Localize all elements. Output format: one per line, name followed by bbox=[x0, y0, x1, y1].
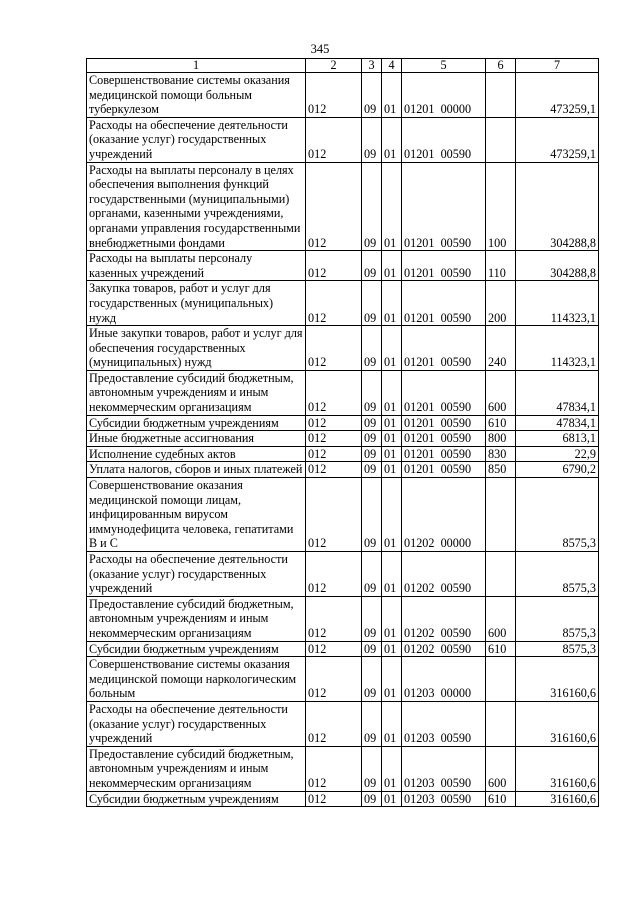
table-row bbox=[87, 657, 599, 702]
table-row bbox=[87, 162, 599, 251]
code-ministry-cell: 012 bbox=[306, 746, 362, 791]
table-row bbox=[87, 746, 599, 791]
code-expense-type-cell: 100 bbox=[486, 162, 516, 251]
code-section-cell: 09 bbox=[362, 162, 382, 251]
amount-cell: 114323,1 bbox=[516, 326, 599, 371]
code-ministry-cell: 012 bbox=[306, 641, 362, 657]
table-row bbox=[87, 446, 599, 462]
table-row bbox=[87, 791, 599, 807]
column-header: 5 bbox=[402, 59, 486, 73]
code-subsection-cell: 01 bbox=[382, 415, 402, 431]
page-number: 345 bbox=[310, 42, 330, 56]
code-section-cell: 09 bbox=[362, 701, 382, 746]
code-subsection-cell: 01 bbox=[382, 446, 402, 462]
row-name-cell: Совершенствование системы оказания медицинской помощи наркологическим больным bbox=[87, 657, 306, 702]
amount-cell: 114323,1 bbox=[516, 281, 599, 326]
code-target-cell: 01201 00590 bbox=[402, 415, 486, 431]
code-ministry-cell: 012 bbox=[306, 657, 362, 702]
code-section-cell: 09 bbox=[362, 746, 382, 791]
code-section-cell: 09 bbox=[362, 657, 382, 702]
code-subsection-cell: 01 bbox=[382, 478, 402, 552]
amount-cell: 316160,6 bbox=[516, 791, 599, 807]
code-section-cell: 09 bbox=[362, 370, 382, 415]
code-expense-type-cell: 800 bbox=[486, 431, 516, 447]
table-row bbox=[87, 552, 599, 597]
code-expense-type-cell: 850 bbox=[486, 462, 516, 478]
amount-cell: 8575,3 bbox=[516, 478, 599, 552]
amount-cell: 473259,1 bbox=[516, 73, 599, 118]
code-subsection-cell: 01 bbox=[382, 701, 402, 746]
table-row bbox=[87, 431, 599, 447]
code-section-cell: 09 bbox=[362, 326, 382, 371]
code-subsection-cell: 01 bbox=[382, 657, 402, 702]
code-subsection-cell: 01 bbox=[382, 462, 402, 478]
row-name-cell: Совершенствование оказания медицинской помощи лицам, инфицированным вирусом иммунодефицита человека, гепатитами В и С bbox=[87, 478, 306, 552]
code-ministry-cell: 012 bbox=[306, 462, 362, 478]
row-name-cell: Расходы на обеспечение деятельности (оказание услуг) государственных учреждений bbox=[87, 701, 306, 746]
row-name-cell: Исполнение судебных актов bbox=[87, 446, 306, 462]
code-target-cell: 01203 00590 bbox=[402, 791, 486, 807]
row-name-cell: Уплата налогов, сборов и иных платежей bbox=[87, 462, 306, 478]
column-header: 6 bbox=[486, 59, 516, 73]
code-target-cell: 01201 00590 bbox=[402, 117, 486, 162]
table-row bbox=[87, 73, 599, 118]
code-subsection-cell: 01 bbox=[382, 431, 402, 447]
column-header: 1 bbox=[87, 59, 306, 73]
code-subsection-cell: 01 bbox=[382, 596, 402, 641]
amount-cell: 8575,3 bbox=[516, 641, 599, 657]
code-ministry-cell: 012 bbox=[306, 117, 362, 162]
code-expense-type-cell bbox=[486, 478, 516, 552]
code-section-cell: 09 bbox=[362, 596, 382, 641]
code-subsection-cell: 01 bbox=[382, 117, 402, 162]
table-row bbox=[87, 478, 599, 552]
row-name-cell: Предоставление субсидий бюджетным, автономным учреждениям и иным некоммерческим организациям bbox=[87, 746, 306, 791]
code-ministry-cell: 012 bbox=[306, 791, 362, 807]
code-expense-type-cell: 110 bbox=[486, 251, 516, 281]
code-expense-type-cell: 600 bbox=[486, 596, 516, 641]
code-target-cell: 01201 00590 bbox=[402, 162, 486, 251]
code-target-cell: 01201 00590 bbox=[402, 326, 486, 371]
code-expense-type-cell bbox=[486, 552, 516, 597]
table-row bbox=[87, 701, 599, 746]
code-section-cell: 09 bbox=[362, 641, 382, 657]
code-ministry-cell: 012 bbox=[306, 701, 362, 746]
code-section-cell: 09 bbox=[362, 117, 382, 162]
code-subsection-cell: 01 bbox=[382, 162, 402, 251]
code-target-cell: 01201 00590 bbox=[402, 431, 486, 447]
code-subsection-cell: 01 bbox=[382, 791, 402, 807]
amount-cell: 316160,6 bbox=[516, 746, 599, 791]
amount-cell: 6813,1 bbox=[516, 431, 599, 447]
code-subsection-cell: 01 bbox=[382, 370, 402, 415]
code-section-cell: 09 bbox=[362, 431, 382, 447]
amount-cell: 304288,8 bbox=[516, 162, 599, 251]
amount-cell: 304288,8 bbox=[516, 251, 599, 281]
code-expense-type-cell: 610 bbox=[486, 641, 516, 657]
code-expense-type-cell: 610 bbox=[486, 415, 516, 431]
code-subsection-cell: 01 bbox=[382, 746, 402, 791]
code-target-cell: 01203 00000 bbox=[402, 657, 486, 702]
code-ministry-cell: 012 bbox=[306, 326, 362, 371]
column-header: 4 bbox=[382, 59, 402, 73]
code-section-cell: 09 bbox=[362, 552, 382, 597]
table-body bbox=[87, 73, 599, 807]
row-name-cell: Расходы на обеспечение деятельности (оказание услуг) государственных учреждений bbox=[87, 552, 306, 597]
code-ministry-cell: 012 bbox=[306, 370, 362, 415]
column-header: 2 bbox=[306, 59, 362, 73]
code-target-cell: 01203 00590 bbox=[402, 746, 486, 791]
amount-cell: 22,9 bbox=[516, 446, 599, 462]
code-ministry-cell: 012 bbox=[306, 73, 362, 118]
code-section-cell: 09 bbox=[362, 415, 382, 431]
table-row bbox=[87, 281, 599, 326]
code-target-cell: 01202 00590 bbox=[402, 641, 486, 657]
code-expense-type-cell: 200 bbox=[486, 281, 516, 326]
code-section-cell: 09 bbox=[362, 446, 382, 462]
row-name-cell: Закупка товаров, работ и услуг для государственных (муниципальных) нужд bbox=[87, 281, 306, 326]
code-ministry-cell: 012 bbox=[306, 281, 362, 326]
code-subsection-cell: 01 bbox=[382, 552, 402, 597]
amount-cell: 47834,1 bbox=[516, 370, 599, 415]
row-name-cell: Иные бюджетные ассигнования bbox=[87, 431, 306, 447]
code-target-cell: 01201 00590 bbox=[402, 446, 486, 462]
code-expense-type-cell bbox=[486, 73, 516, 118]
code-expense-type-cell: 240 bbox=[486, 326, 516, 371]
code-target-cell: 01202 00000 bbox=[402, 478, 486, 552]
amount-cell: 316160,6 bbox=[516, 657, 599, 702]
code-section-cell: 09 bbox=[362, 791, 382, 807]
row-name-cell: Субсидии бюджетным учреждениям bbox=[87, 791, 306, 807]
code-section-cell: 09 bbox=[362, 462, 382, 478]
table-row bbox=[87, 641, 599, 657]
code-expense-type-cell: 610 bbox=[486, 791, 516, 807]
code-expense-type-cell: 600 bbox=[486, 370, 516, 415]
code-target-cell: 01201 00590 bbox=[402, 281, 486, 326]
code-subsection-cell: 01 bbox=[382, 73, 402, 118]
code-section-cell: 09 bbox=[362, 478, 382, 552]
row-name-cell: Совершенствование системы оказания медицинской помощи больным туберкулезом bbox=[87, 73, 306, 118]
table-row bbox=[87, 415, 599, 431]
code-expense-type-cell bbox=[486, 117, 516, 162]
code-expense-type-cell bbox=[486, 701, 516, 746]
code-target-cell: 01203 00590 bbox=[402, 701, 486, 746]
budget-table bbox=[86, 58, 599, 807]
code-target-cell: 01201 00590 bbox=[402, 462, 486, 478]
code-expense-type-cell: 830 bbox=[486, 446, 516, 462]
row-name-cell: Субсидии бюджетным учреждениям bbox=[87, 641, 306, 657]
code-target-cell: 01201 00590 bbox=[402, 370, 486, 415]
row-name-cell: Расходы на обеспечение деятельности (оказание услуг) государственных учреждений bbox=[87, 117, 306, 162]
code-ministry-cell: 012 bbox=[306, 552, 362, 597]
code-section-cell: 09 bbox=[362, 251, 382, 281]
amount-cell: 8575,3 bbox=[516, 552, 599, 597]
code-target-cell: 01202 00590 bbox=[402, 552, 486, 597]
table-row bbox=[87, 326, 599, 371]
code-subsection-cell: 01 bbox=[382, 281, 402, 326]
code-section-cell: 09 bbox=[362, 281, 382, 326]
code-subsection-cell: 01 bbox=[382, 641, 402, 657]
table-row bbox=[87, 370, 599, 415]
table-row bbox=[87, 462, 599, 478]
table-header-row bbox=[87, 59, 599, 73]
column-header: 3 bbox=[362, 59, 382, 73]
amount-cell: 8575,3 bbox=[516, 596, 599, 641]
code-subsection-cell: 01 bbox=[382, 326, 402, 371]
code-expense-type-cell bbox=[486, 657, 516, 702]
code-target-cell: 01201 00590 bbox=[402, 251, 486, 281]
row-name-cell: Предоставление субсидий бюджетным, автономным учреждениям и иным некоммерческим организациям bbox=[87, 596, 306, 641]
row-name-cell: Расходы на выплаты персоналу в целях обеспечения выполнения функций государственными (муниципальными) органами, казенными учреждениями, органами управления государственными внебюджетными фондами bbox=[87, 162, 306, 251]
amount-cell: 6790,2 bbox=[516, 462, 599, 478]
table-row bbox=[87, 596, 599, 641]
code-target-cell: 01201 00000 bbox=[402, 73, 486, 118]
amount-cell: 316160,6 bbox=[516, 701, 599, 746]
row-name-cell: Субсидии бюджетным учреждениям bbox=[87, 415, 306, 431]
code-target-cell: 01202 00590 bbox=[402, 596, 486, 641]
table-row bbox=[87, 251, 599, 281]
code-ministry-cell: 012 bbox=[306, 478, 362, 552]
code-subsection-cell: 01 bbox=[382, 251, 402, 281]
column-header: 7 bbox=[516, 59, 599, 73]
table-row bbox=[87, 117, 599, 162]
code-ministry-cell: 012 bbox=[306, 431, 362, 447]
code-ministry-cell: 012 bbox=[306, 251, 362, 281]
amount-cell: 473259,1 bbox=[516, 117, 599, 162]
code-ministry-cell: 012 bbox=[306, 415, 362, 431]
code-ministry-cell: 012 bbox=[306, 162, 362, 251]
row-name-cell: Расходы на выплаты персоналу казенных учреждений bbox=[87, 251, 306, 281]
code-ministry-cell: 012 bbox=[306, 446, 362, 462]
code-expense-type-cell: 600 bbox=[486, 746, 516, 791]
code-section-cell: 09 bbox=[362, 73, 382, 118]
row-name-cell: Предоставление субсидий бюджетным, автономным учреждениям и иным некоммерческим организациям bbox=[87, 370, 306, 415]
amount-cell: 47834,1 bbox=[516, 415, 599, 431]
row-name-cell: Иные закупки товаров, работ и услуг для обеспечения государственных (муниципальных) нужд bbox=[87, 326, 306, 371]
code-ministry-cell: 012 bbox=[306, 596, 362, 641]
